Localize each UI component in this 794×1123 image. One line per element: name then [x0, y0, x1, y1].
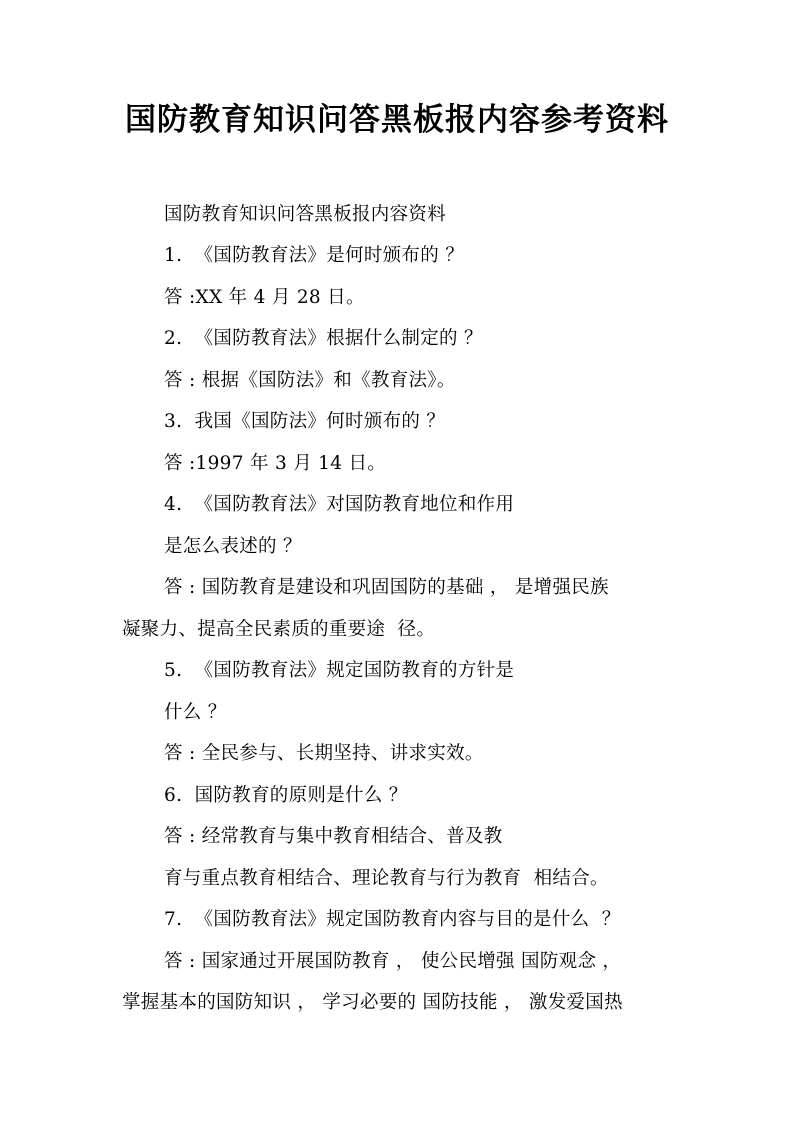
text-line-a4-cont: 凝聚力、提高全民素质的重要途 径。: [122, 619, 436, 640]
text-line-q4: 4. 《国防教育法》对国防教育地位和作用: [164, 494, 515, 515]
text-line-a4: 答 : 国防教育是建设和巩固国防的基础 ， 是增强民族: [164, 577, 609, 598]
text-line-a6-cont: 育与重点教育相结合、理论教育与行为教育 相结合。: [164, 868, 609, 889]
text-line-intro: 国防教育知识问答黑板报内容资料: [164, 204, 447, 225]
text-line-a2: 答 : 根据《国防法》和《教育法》。: [164, 370, 456, 391]
text-line-a3: 答 :1997 年 3 月 14 日。: [164, 453, 387, 474]
text-line-q5: 5. 《国防教育法》规定国防教育的方针是: [164, 660, 515, 681]
text-line-q1: 1. 《国防教育法》是何时颁布的 ？: [164, 245, 464, 266]
text-line-q5-cont: 什么 ？: [164, 702, 227, 723]
text-line-a6: 答 : 经常教育与集中教育相结合、普及教: [164, 826, 503, 847]
page-title: 国防教育知识问答黑板报内容参考资料: [125, 102, 669, 138]
text-line-a5: 答 : 全民参与、长期坚持、讲求实效。: [164, 743, 484, 764]
text-line-q2: 2. 《国防教育法》根据什么制定的 ？: [164, 328, 483, 349]
text-line-a7: 答 : 国家通过开展国防教育 ， 使公民增强 国防观念 ，: [164, 951, 622, 972]
text-line-a1: 答 :XX 年 4 月 28 日。: [164, 287, 365, 308]
text-line-q7: 7. 《国防教育法》规定国防教育内容与目的是什么 ？: [164, 909, 621, 930]
text-line-q3: 3. 我国《国防法》何时颁布的 ？: [164, 411, 446, 432]
text-line-a7-cont: 掌握基本的国防知识 ， 学习必要的 国防技能 ， 激发爱国热: [122, 992, 623, 1013]
text-line-q6: 6. 国防教育的原则是什么 ？: [164, 785, 408, 806]
text-line-q4-cont: 是怎么表述的 ？: [164, 536, 302, 557]
